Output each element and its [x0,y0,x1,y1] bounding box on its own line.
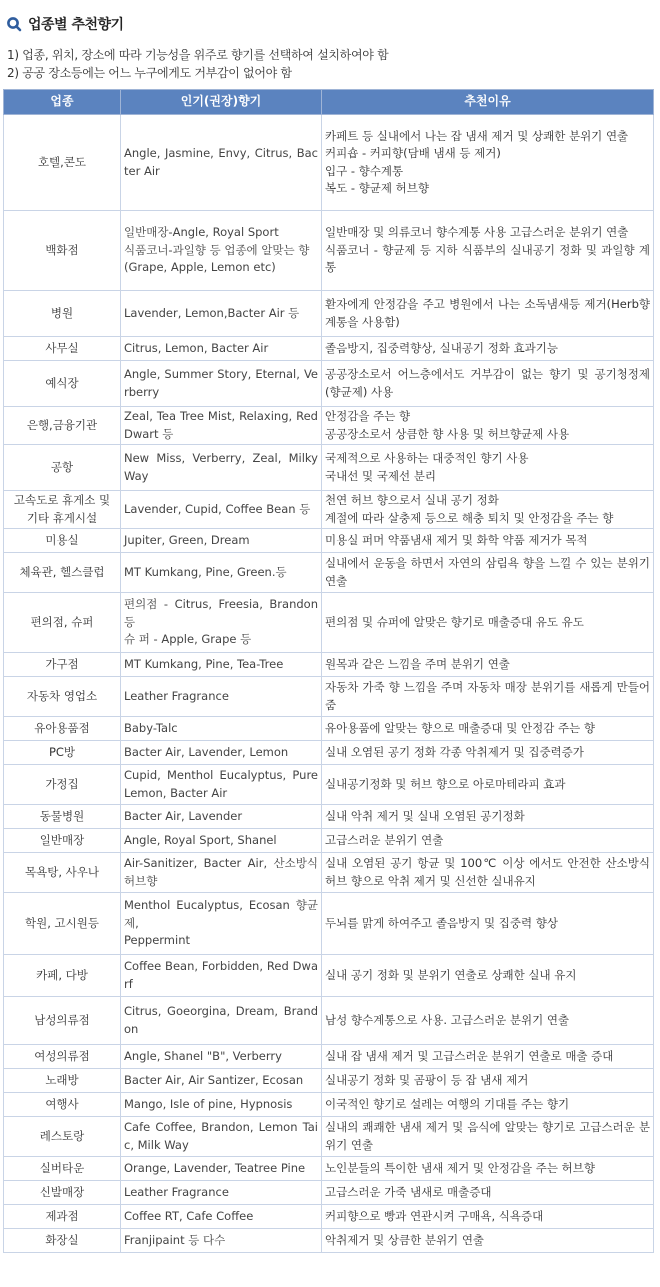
header-fragrance: 인기(권장)향기 [121,90,322,115]
table-row [4,997,654,1045]
table-row [4,593,654,653]
reason-cell [322,491,654,529]
table-row [4,1157,654,1181]
fragrance-line: Coffee RT, Cafe Coffee [124,1208,254,1223]
category-cell: 고속도로 휴게소 및 기타 휴게시설 [4,491,121,529]
reason-line: 남성 향수계통으로 사용. 고급스러운 분위기 연출 [325,1012,570,1027]
reason-line: 입구 - 향수계통 [325,163,404,178]
category-cell: 여행사 [4,1093,121,1117]
fragrance-cell [121,337,322,361]
header-category: 업종 [4,90,121,115]
table-row [4,653,654,677]
fragrance-cell [121,1157,322,1181]
table-header-row [4,90,654,115]
reason-line: 실내 오염된 공기 정화 각종 악취제거 및 집중력증가 [325,744,584,759]
fragrance-line: Baby-Talc [124,720,178,735]
fragrance-cell [121,741,322,765]
reason-line: 환자에게 안정감을 주고 병원에서 나는 소독냄새등 제거(Herb향 계통을 사용함) [325,297,650,329]
reason-line: 유아용품에 알맞는 향으로 매출증대 및 안정감 주는 향 [325,720,595,735]
table-row [4,407,654,445]
section-title-row [6,14,124,34]
category-cell: 편의점, 슈퍼 [4,593,121,653]
reason-line: 카페트 등 실내에서 나는 잡 냄새 제거 및 상쾌한 분위기 연출 [325,128,629,143]
table-row [4,1181,654,1205]
reason-line: 안정감을 주는 향 [325,409,411,423]
table-row [4,955,654,997]
reason-line: 노인분들의 특이한 냄새 제거 및 안정감을 주는 허브향 [325,1160,595,1175]
reason-cell [322,1229,654,1253]
fragrance-line: Lavender, Cupid, Coffee Bean 등 [124,501,311,516]
table-row [4,1069,654,1093]
reason-line: 일반매장 및 의류코너 향수계통 사용 고급스러운 분위기 연출 [325,225,629,240]
reason-line: 공공장소로서 어느층에서도 거부감이 없는 향기 및 공기청정제(향균제) 사용 [325,367,650,399]
fragrance-line: Angle, Royal Sport, Shanel [124,832,277,847]
fragrance-line: 편의점 - Citrus, Freesia, Brandon 등 [124,597,318,629]
category-cell: 백화점 [4,211,121,291]
table-row [4,1093,654,1117]
fragrance-line: Leather Fragrance [124,688,229,703]
fragrance-line: Coffee Bean, Forbidden, Red Dwarf [124,959,318,991]
reason-line: 실내공기정화 및 허브 향으로 아로마테라피 효과 [325,776,566,791]
section-title: 업종별 추천향기 [28,17,124,33]
reason-cell [322,653,654,677]
category-cell: 동물병원 [4,805,121,829]
category-cell: 병원 [4,291,121,337]
table-row [4,529,654,553]
table-body [4,115,654,1253]
reason-line: 악취제거 및 상큼한 분위기 연출 [325,1232,485,1247]
reason-line: 국제적으로 사용하는 대중적인 향기 사용 [325,451,529,465]
category-cell: 노래방 [4,1069,121,1093]
reason-line: 국내선 및 국제선 분리 [325,468,436,483]
category-cell: PC방 [4,741,121,765]
fragrance-cell [121,677,322,717]
fragrance-line: Mango, Isle of pine, Hypnosis [124,1096,293,1111]
category-cell: 카페, 다방 [4,955,121,997]
category-cell: 사무실 [4,337,121,361]
fragrance-cell [121,1181,322,1205]
fragrance-cell [121,211,322,291]
header-reason: 추천이유 [322,90,654,115]
category-cell: 남성의류점 [4,997,121,1045]
fragrance-line: Menthol Eucalyptus, Ecosan 향균제, [124,898,318,930]
reason-line: 졸음방지, 집중력향상, 실내공기 정화 효과기능 [325,340,559,355]
fragrance-cell [121,361,322,407]
reason-line: 실내 공기 정화 및 분위기 연출로 상쾌한 실내 유지 [325,967,577,982]
table-row [4,805,654,829]
reason-cell [322,1117,654,1157]
fragrance-cell [121,1117,322,1157]
reason-cell [322,829,654,853]
fragrance-cell [121,445,322,491]
fragrance-line: New Miss, Verberry, Zeal, Milky Way [124,451,318,483]
fragrance-line: Bacter Air, Air Santizer, Ecosan [124,1072,304,1087]
reason-cell [322,211,654,291]
category-cell: 가정집 [4,765,121,805]
fragrance-line: Citrus, Lemon, Bacter Air [124,340,269,355]
reason-cell [322,805,654,829]
reason-line: 커피향으로 빵과 연관시켜 구매욕, 식욕증대 [325,1208,544,1223]
reason-cell [322,1181,654,1205]
category-cell: 예식장 [4,361,121,407]
reason-line: 천연 허브 향으로서 실내 공기 정화 [325,493,499,507]
category-cell: 신발매장 [4,1181,121,1205]
category-cell: 실버타운 [4,1157,121,1181]
reason-line: 실내의 쾌쾌한 냄새 제거 및 음식에 알맞는 향기로 고급스러운 분위기 연출 [325,1120,650,1152]
table-row [4,1045,654,1069]
category-cell: 가구점 [4,653,121,677]
fragrance-cell [121,653,322,677]
reason-cell [322,553,654,593]
reason-cell [322,529,654,553]
fragrance-cell [121,1205,322,1229]
fragrance-line: Jupiter, Green, Dream [124,532,250,547]
table-row [4,361,654,407]
category-cell: 레스토랑 [4,1117,121,1157]
reason-line: 실내 오염된 공기 항균 및 100℃ 이상 에서도 안전한 산소방식 허브 향으로 악취 제거 및 신선한 실내유지 [325,856,650,888]
fragrance-line: Franjipaint 등 다수 [124,1232,226,1247]
fragrance-cell [121,407,322,445]
reason-cell [322,1045,654,1069]
table-row [4,291,654,337]
reason-cell [322,1205,654,1229]
fragrance-cell [121,593,322,653]
fragrance-line: Zeal, Tea Tree Mist, Relaxing, Red Dwart 등 [124,409,318,441]
reason-line: 공공장소로서 상큼한 향 사용 및 허브향균제 사용 [325,426,570,441]
table-row [4,115,654,211]
category-cell: 여성의류점 [4,1045,121,1069]
fragrance-line: Angle, Jasmine, Envy, Citrus, Bacter Air [124,146,318,178]
table-row [4,211,654,291]
category-cell: 호텔,콘도 [4,115,121,211]
fragrance-cell [121,765,322,805]
fragrance-line: 슈 퍼 - Apple, Grape 등 [124,632,252,647]
reason-line: 자동차 가죽 향 느낌을 주며 자동차 매장 분위기를 새롭게 만들어줌 [325,680,650,712]
reason-cell [322,1093,654,1117]
reason-cell [322,955,654,997]
table-row [4,677,654,717]
fragrance-line: Lavender, Lemon,Bacter Air 등 [124,305,300,320]
fragrance-line: Bacter Air, Lavender [124,808,243,823]
fragrance-line: Peppermint [124,933,190,948]
reason-line: 실내공기 정화 및 곰팡이 등 잡 냄새 제거 [325,1072,529,1087]
fragrance-cell [121,829,322,853]
table-row [4,337,654,361]
reason-cell [322,291,654,337]
fragrance-line: Citrus, Goeorgina, Dream, Brandon [124,1004,318,1036]
reason-cell [322,361,654,407]
table-row [4,853,654,893]
table-row [4,829,654,853]
category-cell: 체육관, 헬스클럽 [4,553,121,593]
reason-line: 실내에서 운동을 하면서 자연의 삼림욕 향을 느낄 수 있는 분위기 연출 [325,556,650,588]
fragrance-line: Cafe Coffee, Brandon, Lemon Taic, Milk Way [124,1120,318,1152]
reason-line: 식품코너 - 향균제 등 지하 식품부의 실내공기 정화 및 과일향 계통 [325,242,650,275]
table-row [4,491,654,529]
reason-cell [322,677,654,717]
fragrance-line: Angle, Summer Story, Eternal, Verberry [124,367,318,399]
reason-cell [322,407,654,445]
reason-line: 두뇌를 맑게 하여주고 졸음방지 및 집중력 향상 [325,915,559,930]
reason-cell [322,1069,654,1093]
fragrance-cell [121,553,322,593]
table-row [4,553,654,593]
table-row [4,717,654,741]
notes [7,46,388,82]
category-cell: 화장실 [4,1229,121,1253]
fragrance-line: Bacter Air, Lavender, Lemon [124,744,289,759]
reason-line: 실내 악취 제거 및 실내 오염된 공기정화 [325,808,525,823]
category-cell: 공항 [4,445,121,491]
fragrance-cell [121,717,322,741]
table-row [4,1205,654,1229]
table-row [4,893,654,955]
fragrance-cell [121,491,322,529]
category-cell: 미용실 [4,529,121,553]
reason-line: 커피숍 - 커피향(담배 냄새 등 제거) [325,146,501,160]
table-row [4,445,654,491]
category-cell: 제과점 [4,1205,121,1229]
category-cell: 유아용품점 [4,717,121,741]
reason-cell [322,445,654,491]
category-cell: 은행,금융기관 [4,407,121,445]
reason-cell [322,337,654,361]
reason-line: 복도 - 향균제 허브향 [325,181,429,195]
fragrance-cell [121,115,322,211]
fragrance-cell [121,1045,322,1069]
reason-line: 고급스러운 가죽 냄새로 매출증대 [325,1184,492,1199]
fragrance-cell [121,1229,322,1253]
reason-line: 계절에 따라 살충제 등으로 해충 퇴치 및 안정감을 주는 향 [325,510,614,525]
reason-cell [322,853,654,893]
fragrance-cell [121,805,322,829]
fragrance-line: (Grape, Apple, Lemon etc) [124,260,276,275]
table-row [4,741,654,765]
reason-line: 실내 잡 냄새 제거 및 고급스러운 분위기 연출로 매출 증대 [325,1048,614,1063]
fragrance-cell [121,955,322,997]
fragrance-line: MT Kumkang, Pine, Green.등 [124,564,287,579]
reason-cell [322,115,654,211]
fragrance-line: MT Kumkang, Pine, Tea-Tree [124,656,284,671]
fragrance-line: 일반매장-Angle, Royal Sport [124,225,279,240]
table-row [4,1117,654,1157]
fragrance-line: Angle, Shanel "B", Verberry [124,1048,282,1063]
fragrance-cell [121,1069,322,1093]
category-cell: 학원, 고시원등 [4,893,121,955]
fragrance-line: Air-Sanitizer, Bacter Air, 산소방식 허브향 [124,856,318,888]
fragrance-cell [121,997,322,1045]
table-row [4,1229,654,1253]
fragrance-cell [121,291,322,337]
reason-cell [322,741,654,765]
reason-line: 이국적인 향기로 설레는 여행의 기대를 주는 향기 [325,1096,570,1111]
fragrance-cell [121,853,322,893]
magnifier-bullet-icon [6,16,22,32]
table-row [4,765,654,805]
reason-line: 편의점 및 슈퍼에 알맞은 향기로 매출증대 유도 유도 [325,614,584,629]
reason-cell [322,1157,654,1181]
reason-cell [322,893,654,955]
reason-line: 미용실 퍼머 약품냄새 제거 및 화학 약품 제거가 목적 [325,532,588,547]
fragrance-line: Cupid, Menthol Eucalyptus, Pure Lemon, Bacter Air [124,768,318,800]
category-cell: 일반매장 [4,829,121,853]
category-cell: 목욕탕, 사우나 [4,853,121,893]
fragrance-cell [121,1093,322,1117]
fragrance-line: 식품코너-과일향 등 업종에 알맞는 향 [124,242,310,257]
reason-line: 원목과 같은 느낌을 주며 분위기 연출 [325,656,510,671]
note-line: 2) 공공 장소등에는 어느 누구에게도 거부감이 없어야 함 [7,66,292,80]
recommendation-table [3,89,654,1253]
reason-line: 고급스러운 분위기 연출 [325,832,444,847]
category-cell: 자동차 영업소 [4,677,121,717]
fragrance-cell [121,893,322,955]
reason-cell [322,765,654,805]
reason-cell [322,717,654,741]
reason-cell [322,997,654,1045]
fragrance-line: Orange, Lavender, Teatree Pine [124,1160,306,1175]
fragrance-line: Leather Fragrance [124,1184,229,1199]
note-line: 1) 업종, 위치, 장소에 따라 기능성을 위주로 향기를 선택하여 설치하여야 함 [7,48,389,62]
reason-cell [322,593,654,653]
fragrance-cell [121,529,322,553]
